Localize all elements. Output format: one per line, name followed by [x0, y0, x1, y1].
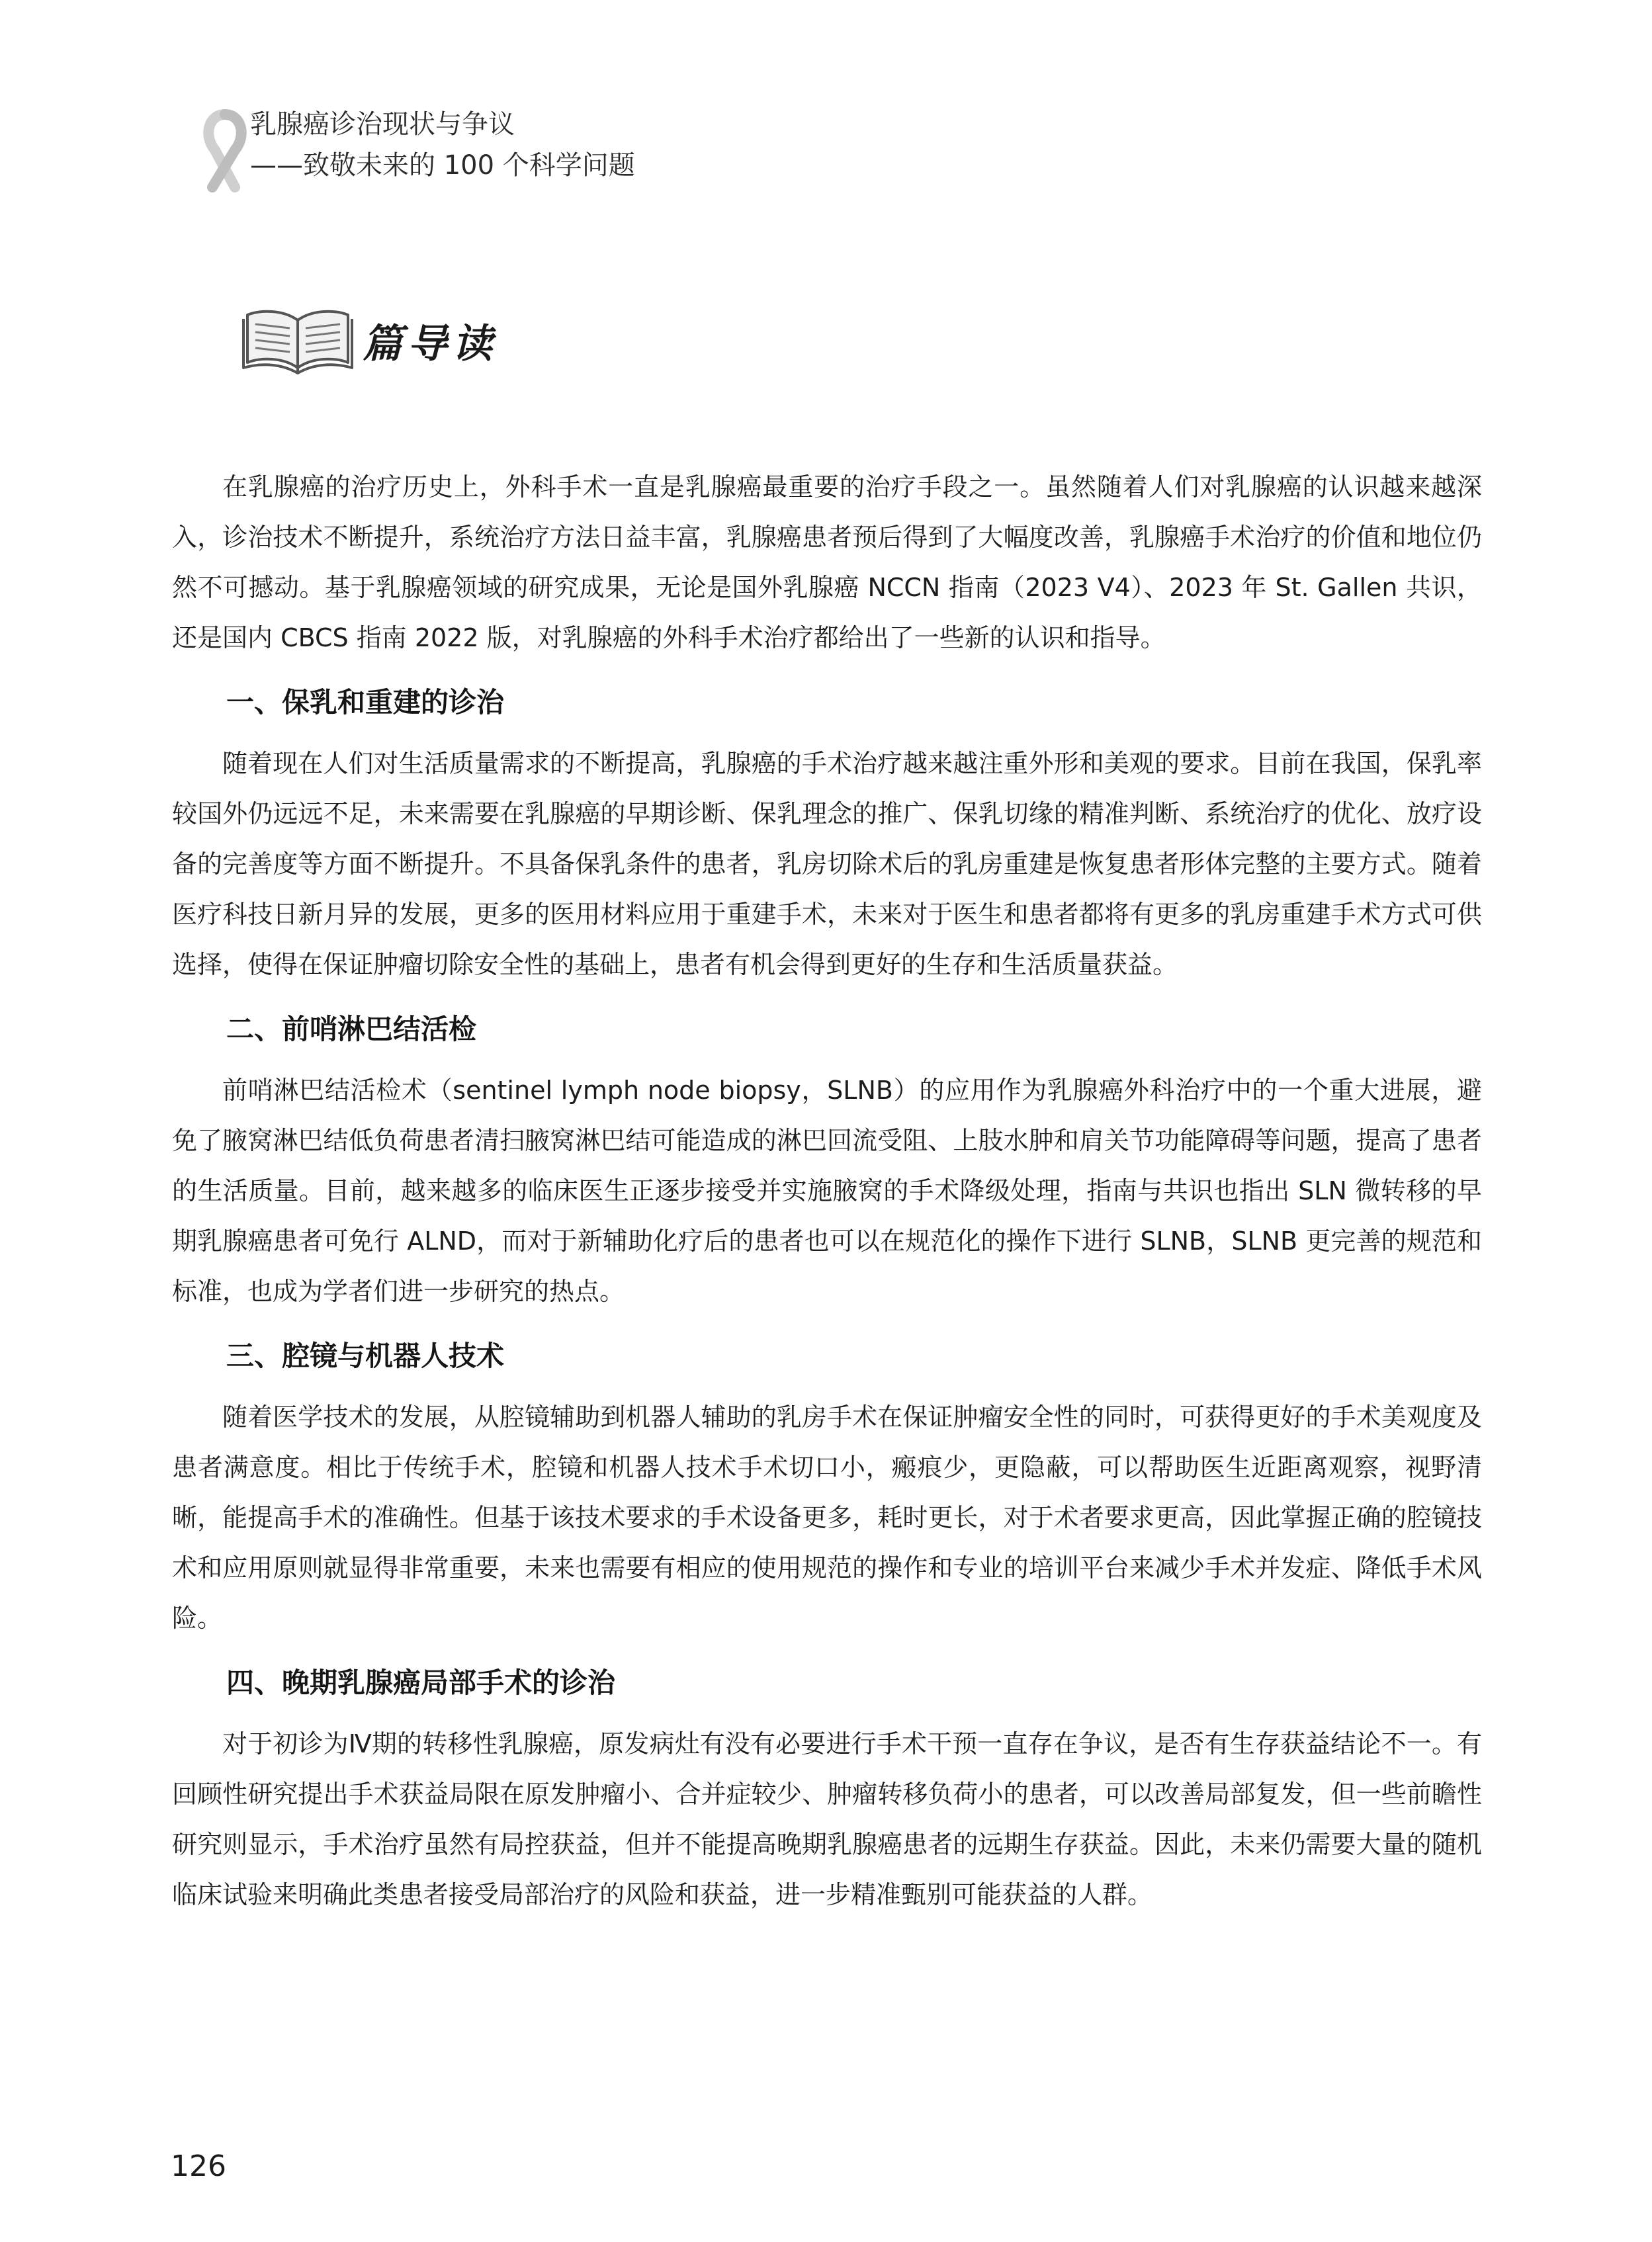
- section-heading-3: 三、腔镜与机器人技术: [226, 1340, 505, 1372]
- section-heading-4: 四、晚期乳腺癌局部手术的诊治: [226, 1666, 616, 1699]
- intro-block: [238, 304, 582, 404]
- section-body-2: 前哨淋巴结活检术（sentinel lymph node biopsy，SLNB）的应用作为乳腺癌外科治疗中的一个重大进展，避免了腋窝淋巴结低负荷患者清扫腋窝淋巴结可能造成的淋巴回流受阻、上肢水肿和肩关节功能障碍等问题，提高了患者的生活质量。目前，越来越多的临床医生正逐步接受并实施腋窝的手术降级处理，指南与共识也指出 SLN 微转移的早期乳腺癌患者可免行 ALND，而对于新辅助化疗后的患者也可以在规范化的操作下进行 SLNB，SLNB 更完善的规范和标准，也成为学者们进一步研究的热点。: [172, 1076, 1482, 1306]
- open-book-icon: [238, 304, 357, 377]
- intro-title: 篇导读: [363, 321, 498, 367]
- section-heading-1: 一、保乳和重建的诊治: [226, 686, 505, 718]
- section-body-1: 随着现在人们对生活质量需求的不断提高，乳腺癌的手术治疗越来越注重外形和美观的要求。目前在我国，保乳率较国外仍远远不足，未来需要在乳腺癌的早期诊断、保乳理念的推广、保乳切缘的精准判断、系统治疗的优化、放疗设备的完善度等方面不断提升。不具备保乳条件的患者，乳房切除术后的乳房重建是恢复患者形体完整的主要方式。随着医疗科技日新月异的发展，更多的医用材料应用于重建手术，未来对于医生和患者都将有更多的乳房重建手术方式可供选择，使得在保证肿瘤切除安全性的基础上，患者有机会得到更好的生存和生活质量获益。: [172, 749, 1482, 979]
- book-title: 乳腺癌诊治现状与争议: [250, 109, 515, 140]
- article-body: [172, 462, 1482, 1920]
- page-number: 126: [171, 2149, 226, 2183]
- intro-paragraph: 在乳腺癌的治疗历史上，外科手术一直是乳腺癌最重要的治疗手段之一。虽然随着人们对乳腺癌的认识越来越深入，诊治技术不断提升，系统治疗方法日益丰富，乳腺癌患者预后得到了大幅度改善，乳腺癌手术治疗的价值和地位仍然不可撼动。基于乳腺癌领域的研究成果，无论是国外乳腺癌 NCCN 指南（2023 V4）、2023 年 St. Gallen 共识，还是国内 CBCS 指南 2022 版，对乳腺癌的外科手术治疗都给出了一些新的认识和指导。: [172, 472, 1482, 652]
- book-subtitle: ——致敬未来的 100 个科学问题: [250, 150, 635, 181]
- running-header: [189, 99, 850, 198]
- section-heading-2: 二、前哨淋巴结活检: [226, 1013, 477, 1045]
- section-body-3: 随着医学技术的发展，从腔镜辅助到机器人辅助的乳房手术在保证肿瘤安全性的同时，可获得更好的手术美观度及患者满意度。相比于传统手术，腔镜和机器人技术手术切口小，瘢痕少，更隐蔽，可以帮助医生近距离观察，视野清晰，能提高手术的准确性。但基于该技术要求的手术设备更多，耗时更长，对于术者要求更高，因此掌握正确的腔镜技术和应用原则就显得非常重要，未来也需要有相应的使用规范的操作和专业的培训平台来减少手术并发症、降低手术风险。: [172, 1402, 1482, 1633]
- section-body-4: 对于初诊为Ⅳ期的转移性乳腺癌，原发病灶有没有必要进行手术干预一直存在争议，是否有生存获益结论不一。有回顾性研究提出手术获益局限在原发肿瘤小、合并症较少、肿瘤转移负荷小的患者，可以改善局部复发，但一些前瞻性研究则显示，手术治疗虽然有局控获益，但并不能提高晚期乳腺癌患者的远期生存获益。因此，未来仍需要大量的随机临床试验来明确此类患者接受局部治疗的风险和获益，进一步精准甄别可能获益的人群。: [172, 1729, 1482, 1909]
